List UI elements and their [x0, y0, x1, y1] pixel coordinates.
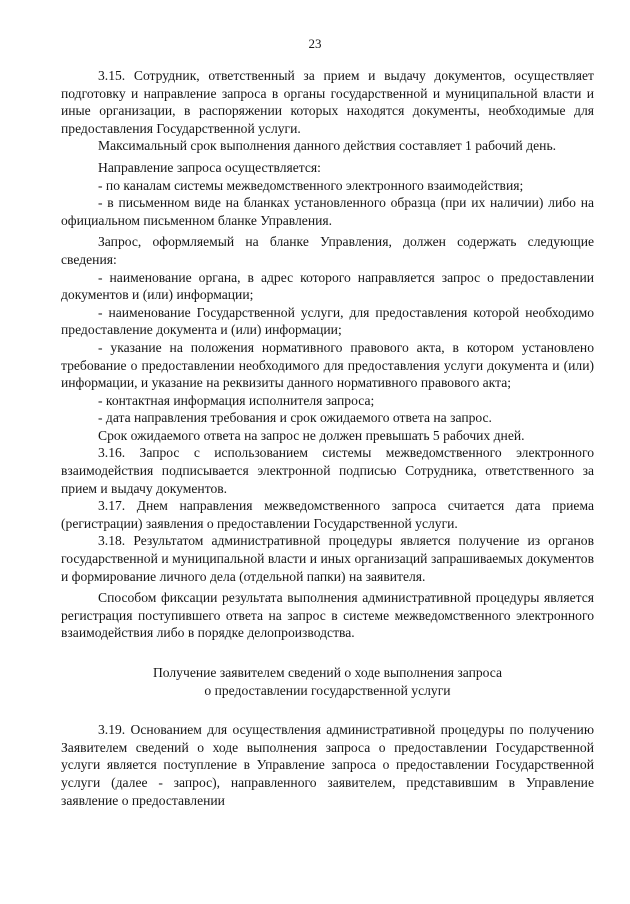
paragraph-request-direction: Направление запроса осуществляется:: [98, 159, 321, 175]
paragraph-3-18: 3.18. Результатом административной процедуры является получение из органов государственной и муниципальной власти и иных организаций запрашиваемых документов и формирование личного дела (отдельной папки) на заявителя.: [61, 533, 594, 584]
paragraph-3-15: 3.15. Сотрудник, ответственный за прием и выдачу документов, осуществляет подготовку и направление запроса в органы государственной и муниципальной власти и иные организации, в распоряжении которых находятся документы, необходимые для предоставления Государственной услуги.: [61, 68, 594, 136]
list-item-contact-info: - контактная информация исполнителя запроса;: [98, 392, 375, 408]
paragraph-response-deadline: Срок ожидаемого ответа на запрос не должен превышать 5 рабочих дней.: [98, 427, 525, 443]
paragraph-3-16: 3.16. Запрос с использованием системы межведомственного электронного взаимодействия подписывается электронной подписью Сотрудника, ответственного за прием и выдачу документов.: [61, 445, 594, 496]
section-heading: [61, 664, 594, 699]
paragraph-fixation-method: Способом фиксации результата выполнения административной процедуры является регистрация поступившего ответа на запрос в системе межведомственного электронного взаимодействия либо в порядке делопроизводства.: [61, 590, 594, 641]
paragraph-3-19: 3.19. Основанием для осуществления административной процедуры по получению Заявителем сведений о ходе выполнения запроса о предоставлении Государственной услуги является поступление в Управление запроса о предоставлении Государственной услуги (далее - запрос), направленного заявителем, представившим в Управление заявление о предоставлении: [61, 722, 594, 808]
list-item-legal-act: - указание на положения нормативного правового акта, в котором установлено требование о предоставлении необходимого для предоставления услуги документа и (или) информации, и указание на реквизиты данного нормативного правового акта;: [61, 339, 594, 391]
paragraph-3-17: 3.17. Днем направления межведомственного запроса считается дата приема (регистрации) заявления о предоставлении Государственной услуги.: [61, 498, 594, 531]
list-item-request-date: - дата направления требования и срок ожидаемого ответа на запрос.: [98, 410, 492, 426]
paragraph-request-contents: Запрос, оформляемый на бланке Управления, должен содержать следующие сведения:: [61, 234, 594, 267]
document-body: [61, 67, 594, 809]
list-item-authority-name: - наименование органа, в адрес которого направляется запрос о предоставлении документов и (или) информации;: [61, 269, 594, 303]
paragraph-max-duration: Максимальный срок выполнения данного действия составляет 1 рабочий день.: [98, 138, 557, 154]
list-item-service-name: - наименование Государственной услуги, для предоставления которой необходимо предоставление документа и (или) информации;: [61, 304, 594, 338]
list-item-interagency-system: - по каналам системы межведомственного электронного взаимодействия;: [98, 177, 524, 193]
page-number: 23: [308, 36, 322, 51]
section-heading-line-2: о предоставлении государственной услуги: [204, 682, 451, 698]
list-item-written-form: - в письменном виде на бланках установленного образца (при их наличии) либо на официальном письменном бланке Управления.: [61, 195, 594, 228]
section-heading-line-1: Получение заявителем сведений о ходе выполнения запроса: [152, 665, 503, 680]
